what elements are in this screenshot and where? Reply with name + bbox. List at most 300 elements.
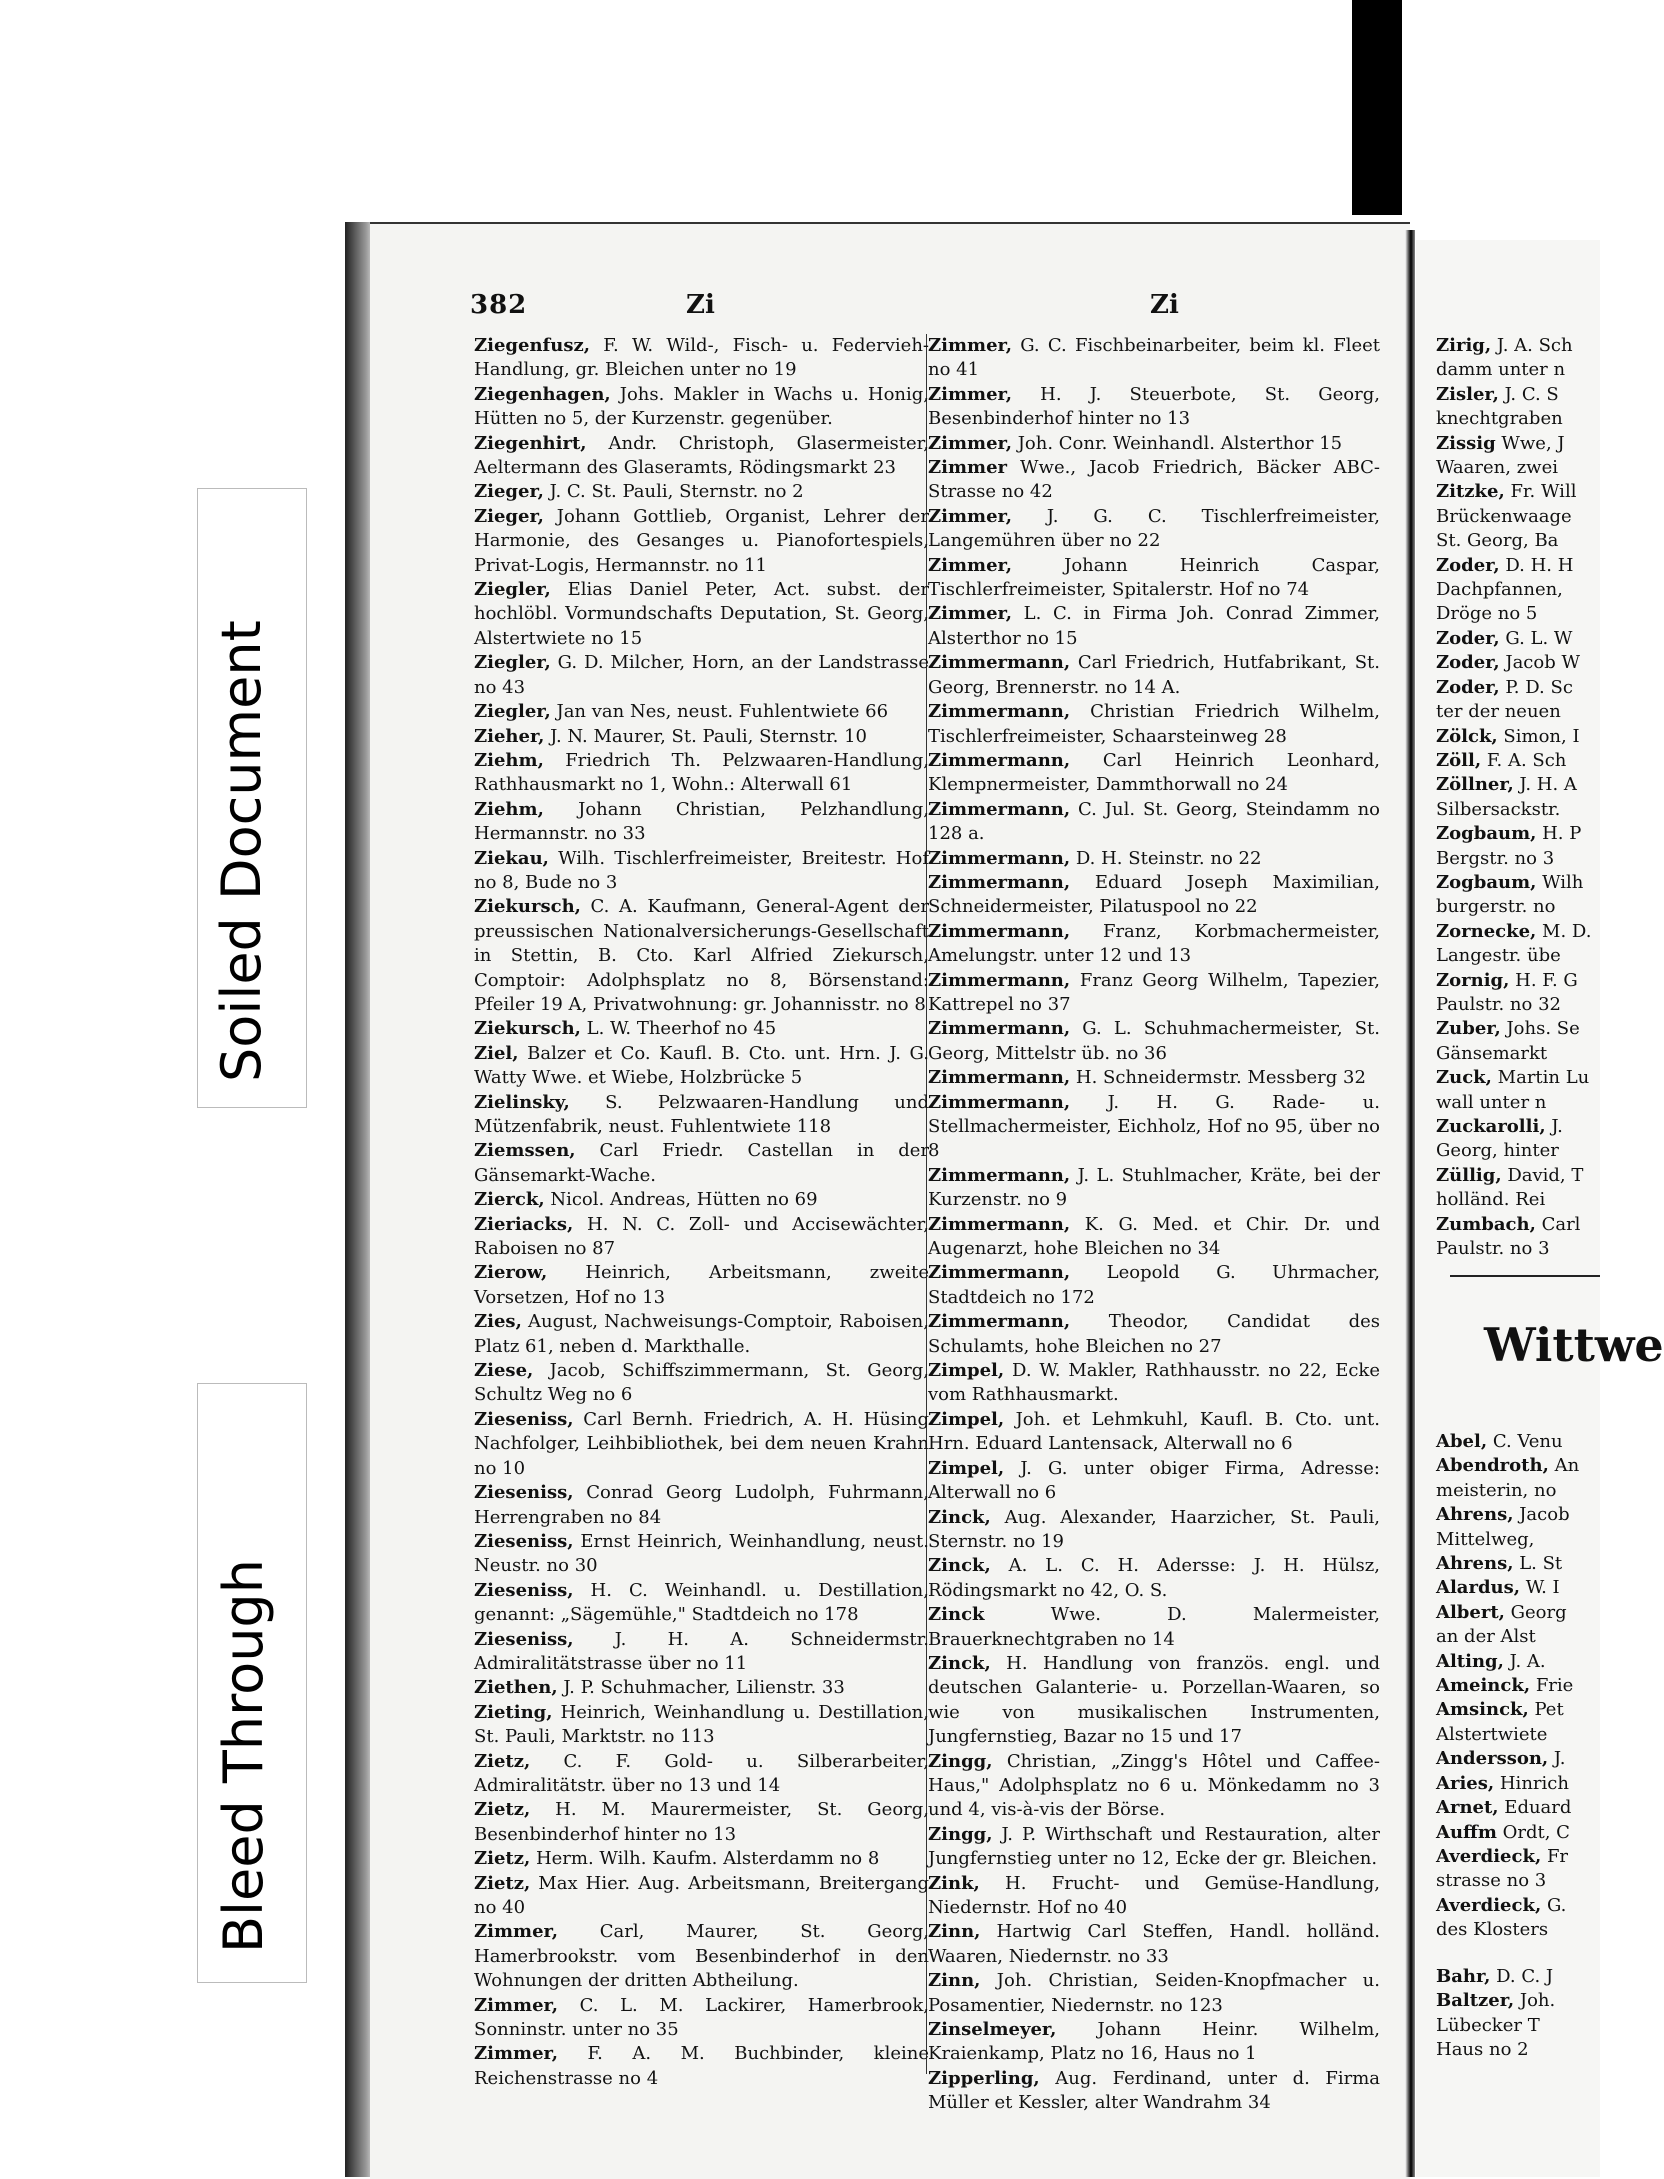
entry-details: Langestr. übe: [1436, 945, 1561, 967]
directory-entry: [928, 798, 1380, 847]
directory-entry: [928, 505, 1380, 554]
directory-entry: [928, 1091, 1380, 1164]
entry-details: Paulstr. no 32: [1436, 993, 1561, 1015]
directory-entry: [474, 1798, 929, 1847]
directory-entry: [474, 1920, 929, 1993]
entry-details: G. L. W: [1499, 627, 1573, 649]
directory-entry: [474, 749, 929, 798]
entry-surname: Abel,: [1436, 1431, 1488, 1452]
entry-surname: Zimmermann,: [928, 701, 1071, 723]
entry-details: burgerstr. no: [1436, 896, 1556, 918]
directory-column-right-partial: [1436, 334, 1626, 1261]
entry-surname: Züllig,: [1436, 1164, 1502, 1186]
entry-surname: Zöllner,: [1436, 774, 1514, 796]
entry-surname: Zinck,: [928, 1506, 991, 1528]
directory-entry: [928, 1359, 1380, 1408]
directory-entry: [1436, 773, 1626, 797]
entry-details: H. F. G: [1509, 969, 1578, 991]
directory-entry: [1436, 1723, 1626, 1747]
entry-details: J. A.: [1503, 1650, 1546, 1672]
directory-entry: [928, 1823, 1380, 1872]
directory-entry: [1436, 1576, 1626, 1600]
directory-entry: [1436, 1845, 1626, 1869]
entry-details: L. St: [1513, 1553, 1563, 1575]
directory-entry: [1436, 1965, 1626, 1989]
directory-entry: [474, 1017, 929, 1041]
directory-entry: [1436, 432, 1626, 456]
entry-details: Carl Friedrich, Hutfabrikant, St. Georg, Brennerstr. no 14 A.: [928, 652, 1380, 698]
entry-details: Wwe, J: [1495, 432, 1565, 454]
entry-details: Johs. Makler in Wachs u. Honig, Hütten no 5, der Kurzenstr. gegenüber.: [474, 383, 929, 430]
entry-surname: Ziegler,: [474, 701, 551, 723]
entry-details: Theodor, Candidat des Schulamts, hohe Bleichen no 27: [928, 1311, 1380, 1357]
entry-details: Wwe., Jacob Friedrich, Bäcker ABC-Strasse no 42: [928, 457, 1380, 503]
entry-surname: Ziegenhirt,: [474, 432, 587, 454]
directory-entry: [474, 505, 929, 578]
directory-entry: [928, 1066, 1380, 1090]
entry-details: D. C. J: [1490, 1966, 1554, 1987]
entry-surname: Ziekursch,: [474, 1018, 581, 1040]
entry-details: Dröge no 5: [1436, 603, 1538, 625]
entry-surname: Zietz,: [474, 1750, 531, 1772]
entry-details: G. D. Milcher, Horn, an der Landstrasse no 43: [474, 652, 929, 698]
directory-entry: [928, 1164, 1380, 1213]
entry-details: Leopold G. Uhrmacher, Stadtdeich no 172: [928, 1262, 1380, 1308]
entry-surname: Zieher,: [474, 725, 545, 747]
entry-details: J. H. A. Schneidermstr. Admiralitätstrasse über no 11: [474, 1628, 929, 1674]
entry-surname: Zimmer,: [474, 1921, 558, 1943]
directory-entry: [1436, 1625, 1626, 1649]
entry-surname: Zimmer: [928, 457, 1008, 479]
directory-entry: [1436, 1747, 1626, 1771]
entry-details: Dachpfannen,: [1436, 579, 1563, 601]
entry-surname: Zimmer,: [474, 1994, 558, 2016]
directory-entry: [1436, 407, 1626, 431]
entry-surname: Zimmermann,: [928, 1213, 1071, 1235]
directory-entry: [474, 798, 929, 847]
entry-details: F. A. Sch: [1481, 749, 1567, 771]
entry-details: Alstertwiete: [1436, 1723, 1548, 1745]
entry-surname: Zimmer,: [928, 505, 1012, 527]
directory-entry: [1436, 602, 1626, 626]
entry-surname: Ziegenfusz,: [474, 335, 591, 356]
directory-entry: [474, 1310, 929, 1359]
entry-details: Brückenwaage: [1436, 505, 1572, 527]
directory-entry: [1436, 1164, 1626, 1188]
entry-details: Frie: [1530, 1675, 1574, 1697]
directory-entry: [1436, 1042, 1626, 1066]
entry-details: C. F. Gold- u. Silberarbeiter, Admiralitätstr. über no 13 und 14: [474, 1750, 929, 1796]
entry-surname: Arnet,: [1436, 1797, 1499, 1819]
entry-details: Aug. Ferdinand, unter d. Firma Müller et Kessler, alter Wandrahm 34: [928, 2067, 1380, 2114]
entry-details: Andr. Christoph, Glasermeister, Aeltermann des Glaseramts, Rödingsmarkt 23: [474, 432, 929, 479]
entry-surname: Zoder,: [1436, 627, 1500, 649]
directory-entry: [928, 432, 1380, 456]
entry-surname: Ziegler,: [474, 579, 551, 601]
directory-entry: [1436, 993, 1626, 1017]
directory-entry: [1436, 578, 1626, 602]
entry-surname: Ameinck,: [1436, 1675, 1531, 1697]
entry-surname: Zogbaum,: [1436, 823, 1537, 845]
entry-details: W. I: [1520, 1577, 1560, 1599]
directory-entry: [928, 602, 1380, 651]
entry-details: Jacob W: [1499, 652, 1580, 674]
entry-details: J. C. St. Pauli, Sternstr. no 2: [543, 481, 804, 503]
entry-details: F. W. Wild-, Fisch- u. Federvieh-Handlung, gr. Bleichen unter no 19: [474, 335, 929, 381]
entry-details: meisterin, no: [1436, 1479, 1557, 1501]
entry-details: Joh. et Lehmkuhl, Kaufl. B. Cto. unt. Hrn. Eduard Lantensack, Alterwall no 6: [928, 1408, 1380, 1455]
entry-details: Hartwig Carl Steffen, Handl. holländ. Waaren, Niedernstr. no 33: [928, 1921, 1380, 1967]
directory-entry: [1436, 1091, 1626, 1115]
directory-entry: [1436, 1115, 1626, 1139]
entry-details: L. W. Theerhof no 45: [580, 1018, 777, 1040]
directory-entry: [1436, 1650, 1626, 1674]
directory-entry: [474, 383, 929, 432]
soiled-document-label: Soiled Document: [210, 620, 273, 1082]
entry-details: C. Jul. St. Georg, Steindamm no 128 a.: [928, 798, 1380, 845]
entry-surname: Ziekau,: [474, 847, 549, 869]
directory-entry: [1436, 1454, 1626, 1478]
directory-entry: [928, 1017, 1380, 1066]
entry-details: Elias Daniel Peter, Act. subst. der hochlöbl. Vormundschafts Deputation, St. Georg, Alstertwiete no 15: [474, 579, 929, 649]
entry-details: Carl Friedr. Castellan in der Gänsemarkt-Wache.: [474, 1140, 929, 1186]
directory-entry: [474, 1359, 929, 1408]
entry-surname: Zieting,: [474, 1701, 553, 1723]
directory-entry: [1436, 2014, 1626, 2038]
entry-surname: Ziel,: [474, 1042, 519, 1064]
directory-entry: [928, 383, 1380, 432]
entry-details: Lübecker T: [1436, 2014, 1540, 2036]
directory-entry: [474, 1750, 929, 1799]
entry-surname: Ziethen,: [474, 1677, 558, 1699]
directory-entry: [1436, 1213, 1626, 1237]
entry-surname: Zierck,: [474, 1189, 545, 1211]
directory-entry: [1436, 1139, 1626, 1163]
directory-entry: [474, 847, 929, 896]
directory-entry: [928, 1506, 1380, 1555]
right-column-heading: Zi: [1150, 290, 1179, 320]
directory-entry: [1436, 1698, 1626, 1722]
section-heading-wittwe: Wittwe: [1484, 1318, 1664, 1372]
entry-surname: Zimmermann,: [928, 749, 1071, 771]
entry-details: Johs. Se: [1500, 1018, 1580, 1040]
directory-entry: [1436, 1528, 1626, 1552]
directory-entry: [474, 1261, 929, 1310]
entry-surname: Zimmermann,: [928, 1067, 1071, 1089]
entry-surname: Zierow,: [474, 1262, 548, 1284]
directory-entry: [474, 725, 929, 749]
directory-entry: [928, 1261, 1380, 1310]
entry-details: M. D.: [1536, 920, 1592, 942]
directory-entry: [474, 1188, 929, 1212]
entry-details: H. C. Weinhandl. u. Destillation, genannt: „Sägemühle," Stadtdeich no 178: [474, 1579, 929, 1626]
entry-details: S. Pelzwaaren-Handlung und Mützenfabrik, neust. Fuhlentwiete 118: [474, 1091, 929, 1137]
entry-surname: Aries,: [1436, 1772, 1495, 1794]
entry-surname: Zimmer,: [928, 383, 1012, 405]
entry-details: knechtgraben: [1436, 408, 1563, 430]
entry-details: Silbersackstr.: [1436, 798, 1561, 820]
directory-entry: [928, 871, 1380, 920]
entry-surname: Auffm: [1436, 1821, 1497, 1843]
directory-entry: [928, 700, 1380, 749]
entry-surname: Zietz,: [474, 1799, 531, 1821]
entry-details: Jacob, Schiffszimmermann, St. Georg, Schultz Weg no 6: [474, 1360, 929, 1406]
entry-surname: Zimmer,: [928, 432, 1012, 454]
entry-details: August, Nachweisungs-Comptoir, Raboisen, Platz 61, neben d. Markthalle.: [474, 1311, 929, 1357]
entry-surname: Ziehm,: [474, 749, 544, 771]
entry-surname: Zimmer,: [928, 335, 1012, 356]
entry-surname: Zinck,: [928, 1652, 991, 1674]
entry-details: K. G. Med. et Chir. Dr. und Augenarzt, hohe Bleichen no 34: [928, 1213, 1380, 1260]
entry-surname: Zinck: [928, 1604, 985, 1626]
directory-entry: [1436, 676, 1626, 700]
entry-details: Wilh: [1536, 871, 1584, 893]
entry-details: P. D. Sc: [1499, 676, 1573, 698]
entry-surname: Amsinck,: [1436, 1699, 1529, 1721]
entry-details: H. Schneidermstr. Messberg 32: [1070, 1067, 1366, 1089]
scan-edge-shadow: [1352, 0, 1402, 215]
directory-entry: [1436, 895, 1626, 919]
directory-entry: [1436, 1772, 1626, 1796]
entry-details: J.: [1548, 1748, 1566, 1770]
directory-entry: [474, 700, 929, 724]
entry-details: Wwe. D. Malermeister, Brauerknechtgraben no 14: [928, 1604, 1380, 1650]
entry-surname: Zink,: [928, 1872, 980, 1894]
entry-details: C. Venu: [1487, 1431, 1563, 1452]
entry-details: Eduard: [1498, 1797, 1572, 1819]
directory-entry: [1436, 456, 1626, 480]
entry-details: G. L. Schuhmachermeister, St. Georg, Mittelstr üb. no 36: [928, 1018, 1380, 1064]
entry-details: H. N. C. Zoll- und Accisewächter, Raboisen no 87: [474, 1213, 929, 1260]
directory-entry: [1436, 2038, 1626, 2062]
entry-details: Friedrich Th. Pelzwaaren-Handlung, Rathhausmarkt no 1, Wohn.: Alterwall 61: [474, 749, 929, 796]
entry-details: Jacob: [1513, 1504, 1570, 1526]
directory-entry: [928, 554, 1380, 603]
directory-entry: [1436, 627, 1626, 651]
entry-surname: Zieseniss,: [474, 1579, 574, 1601]
entry-details: strasse no 3: [1436, 1870, 1547, 1892]
entry-surname: Zies,: [474, 1311, 522, 1333]
entry-details: Herm. Wilh. Kaufm. Alsterdamm no 8: [530, 1848, 880, 1870]
directory-entry: [474, 1676, 929, 1700]
entry-surname: Averdieck,: [1436, 1894, 1542, 1916]
entry-surname: Alardus,: [1436, 1577, 1521, 1599]
entry-details: Ernst Heinrich, Weinhandlung, neust. Neustr. no 30: [474, 1530, 929, 1577]
directory-entry: [1436, 1601, 1626, 1625]
entry-surname: Zornecke,: [1436, 920, 1537, 942]
directory-entry: [1436, 529, 1626, 553]
section-rule: [1450, 1275, 1600, 1277]
entry-surname: Zuck,: [1436, 1067, 1492, 1089]
directory-entry: [474, 1847, 929, 1871]
directory-entry: [1436, 554, 1626, 578]
entry-surname: Zimmermann,: [928, 1311, 1071, 1333]
directory-entry: [928, 1969, 1380, 2018]
entry-surname: Zimmer,: [928, 603, 1012, 625]
entry-details: C. L. M. Lackirer, Hamerbrook, Sonninstr. unter no 35: [474, 1994, 929, 2041]
directory-entry: [474, 1042, 929, 1091]
entry-details: Nicol. Andreas, Hütten no 69: [544, 1189, 818, 1211]
entry-surname: Zieseniss,: [474, 1482, 574, 1504]
directory-entry: [1436, 1066, 1626, 1090]
entry-surname: Zoder,: [1436, 676, 1500, 698]
entry-details: Hinrich: [1494, 1772, 1569, 1794]
entry-details: Max Hier. Aug. Arbeitsmann, Breitergang no 40: [474, 1872, 929, 1918]
directory-entry: [928, 1872, 1380, 1921]
entry-surname: Zimmermann,: [928, 847, 1071, 869]
entry-details: D. H. Steinstr. no 22: [1070, 847, 1262, 869]
entry-details: An: [1548, 1455, 1580, 1477]
entry-details: Bergstr. no 3: [1436, 847, 1555, 869]
entry-details: ter der neuen: [1436, 701, 1561, 723]
directory-entry: [474, 578, 929, 651]
entry-surname: Zimmermann,: [928, 871, 1071, 893]
entry-surname: Bahr,: [1436, 1966, 1491, 1987]
entry-details: H. P: [1536, 823, 1582, 845]
directory-entry: [1436, 1894, 1626, 1918]
directory-entry: [928, 1750, 1380, 1823]
entry-details: Franz, Korbmachermeister, Amelungstr. unter 12 und 13: [928, 920, 1380, 967]
directory-entry: [1436, 1989, 1626, 2013]
directory-entry: [928, 1310, 1380, 1359]
entry-surname: Zisler,: [1436, 383, 1499, 405]
entry-details: Joh.: [1514, 1990, 1556, 2012]
directory-entry: [474, 1213, 929, 1262]
entry-details: Waaren, zwei: [1436, 457, 1558, 479]
directory-entry: [1436, 1674, 1626, 1698]
entry-surname: Zieseniss,: [474, 1408, 574, 1430]
entry-surname: Ziemssen,: [474, 1140, 576, 1162]
entry-details: J. C. S: [1498, 383, 1559, 405]
entry-details: Heinrich, Arbeitsmann, zweite Vorsetzen, Hof no 13: [474, 1262, 929, 1308]
directory-entry: [928, 456, 1380, 505]
directory-entry: [1436, 1869, 1626, 1893]
entry-surname: Zoder,: [1436, 652, 1500, 674]
directory-entry: [1436, 1503, 1626, 1527]
entry-surname: Ziegler,: [474, 652, 551, 674]
entry-surname: Zissig: [1436, 432, 1496, 454]
entry-details: J. H. A: [1513, 774, 1577, 796]
directory-entry: [928, 1457, 1380, 1506]
entry-surname: Zieger,: [474, 505, 544, 527]
directory-entry: [474, 1701, 929, 1750]
directory-entry: [1436, 1918, 1626, 1942]
entry-surname: Zietz,: [474, 1872, 531, 1894]
directory-entry: [474, 1994, 929, 2043]
directory-entry: [474, 1481, 929, 1530]
entry-surname: Averdieck,: [1436, 1845, 1542, 1867]
entry-surname: Zimmer,: [474, 2043, 558, 2065]
entry-details: Conrad Georg Ludolph, Fuhrmann, Herrengraben no 84: [474, 1482, 929, 1528]
entry-details: Balzer et Co. Kaufl. B. Cto. unt. Hrn. J. G. Watty Wwe. et Wiebe, Holzbrücke 5: [474, 1042, 929, 1089]
entry-details: F. A. M. Buchbinder, kleine Reichenstrasse no 4: [474, 2043, 929, 2089]
entry-details: Martin Lu: [1491, 1067, 1590, 1089]
entry-surname: Zimpel,: [928, 1457, 1005, 1479]
entry-details: Johann Heinr. Wilhelm, Kraienkamp, Platz no 16, Haus no 1: [928, 2019, 1380, 2065]
entry-surname: Zoder,: [1436, 554, 1500, 576]
entry-surname: Zimmer,: [928, 554, 1012, 576]
entry-surname: Ziegenhagen,: [474, 383, 611, 405]
directory-entry: [1436, 358, 1626, 382]
entry-details: H. Frucht- und Gemüse-Handlung, Niedernstr. Hof no 40: [928, 1872, 1380, 1918]
directory-entry: [928, 651, 1380, 700]
directory-entry: [1436, 334, 1626, 358]
entry-surname: Zietz,: [474, 1848, 531, 1870]
entry-details: Carl: [1535, 1213, 1581, 1235]
entry-details: Wilh. Tischlerfreimeister, Breitestr. Hof no 8, Bude no 3: [474, 847, 929, 893]
directory-entry: [928, 749, 1380, 798]
directory-entry: [1436, 1430, 1626, 1454]
directory-entry: [474, 432, 929, 481]
directory-entry: [928, 1554, 1380, 1603]
entry-details: J. H. G. Rade- u. Stellmachermeister, Eichholz, Hof no 95, über no 8: [928, 1091, 1380, 1162]
directory-entry: [928, 2018, 1380, 2067]
entry-surname: Zumbach,: [1436, 1213, 1536, 1235]
entry-details: Paulstr. no 3: [1436, 1238, 1550, 1260]
entry-surname: Zimmermann,: [928, 798, 1071, 820]
entry-details: G. C. Fischbeinarbeiter, beim kl. Fleet no 41: [928, 335, 1380, 381]
entry-details: Gänsemarkt: [1436, 1042, 1548, 1064]
entry-details: G.: [1541, 1894, 1567, 1916]
left-column-heading: Zi: [686, 290, 715, 320]
entry-surname: Ziese,: [474, 1360, 534, 1382]
entry-details: Fr: [1541, 1845, 1569, 1867]
entry-details: Carl Heinrich Leonhard, Klempnermeister, Dammthorwall no 24: [928, 749, 1380, 796]
directory-entry: [1436, 847, 1626, 871]
entry-details: an der Alst: [1436, 1626, 1536, 1648]
directory-entry: [474, 651, 929, 700]
directory-entry: [474, 1872, 929, 1921]
entry-details: H. M. Maurermeister, St. Georg, Besenbinderhof hinter no 13: [474, 1799, 929, 1845]
entry-details: St. Georg, Ba: [1436, 530, 1559, 552]
entry-details: Christian, „Zingg's Hôtel und Caffee-Haus," Adolphsplatz no 6 u. Mönkedamm no 3 und 4, vis-à-vis der Börse.: [928, 1750, 1380, 1821]
entry-surname: Zinn,: [928, 1970, 981, 1992]
entry-surname: Ahrens,: [1436, 1504, 1514, 1526]
entry-surname: Zimmermann,: [928, 1262, 1071, 1284]
entry-surname: Zieriacks,: [474, 1213, 574, 1235]
entry-details: J. A. Sch: [1491, 335, 1573, 356]
entry-details: J. G. unter obiger Firma, Adresse: Alterwall no 6: [928, 1457, 1380, 1504]
entry-details: Georg, hinter: [1436, 1140, 1559, 1162]
entry-details: J. P. Schuhmacher, Lilienstr. 33: [557, 1677, 845, 1699]
entry-details: J. P. Wirthschaft und Restauration, alter Jungfernstieg unter no 12, Ecke der gr. Bleichen.: [928, 1823, 1380, 1870]
entry-details: Joh. Christian, Seiden-Knopfmacher u. Posamentier, Niedernstr. no 123: [928, 1970, 1380, 2016]
directory-entry: [1436, 920, 1626, 944]
entry-details: Fr. Will: [1504, 481, 1577, 503]
directory-entry: [1436, 871, 1626, 895]
entry-details: D. H. H: [1499, 554, 1574, 576]
entry-details: des Klosters: [1436, 1919, 1549, 1941]
directory-entry: [1436, 505, 1626, 529]
entry-details: David, T: [1501, 1164, 1584, 1186]
entry-details: damm unter n: [1436, 359, 1566, 381]
entry-details: holländ. Rei: [1436, 1189, 1546, 1211]
directory-entry: [1436, 1479, 1626, 1503]
entry-details: J. G. C. Tischlerfreimeister, Langemühren über no 22: [928, 505, 1380, 552]
entry-surname: Zinck,: [928, 1555, 991, 1577]
entry-surname: Albert,: [1436, 1601, 1505, 1623]
entry-surname: Zimmermann,: [928, 652, 1071, 674]
entry-surname: Zuber,: [1436, 1018, 1501, 1040]
entry-details: J.: [1545, 1116, 1563, 1137]
entry-details: Pet: [1528, 1699, 1564, 1721]
entry-surname: Zielinsky,: [474, 1091, 570, 1113]
directory-entry: [1436, 1017, 1626, 1041]
directory-entry: [1436, 798, 1626, 822]
entry-details: Jan van Nes, neust. Fuhlentwiete 66: [550, 701, 889, 723]
directory-entry: [928, 969, 1380, 1018]
entry-details: Johann Gottlieb, Organist, Lehrer der Harmonie, des Gesanges u. Pianofortespiels, Privat-Logis, Hermannstr. no 11: [474, 505, 929, 576]
